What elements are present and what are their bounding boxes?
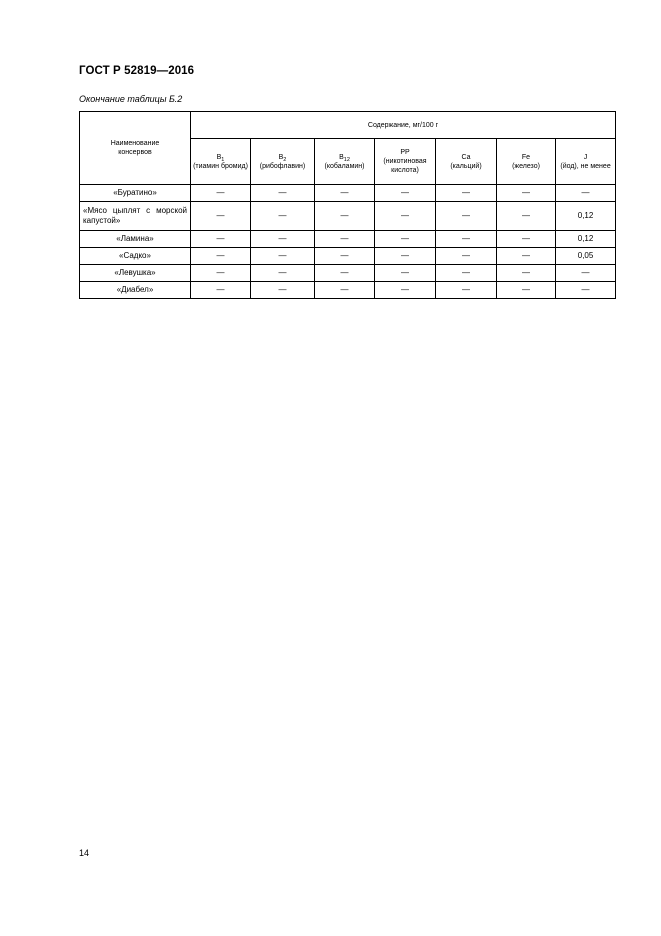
value-cell: — xyxy=(251,185,315,202)
value-cell: — xyxy=(436,265,497,282)
column-header xyxy=(436,139,497,185)
column-header-main: PP xyxy=(400,149,410,156)
value-cell: — xyxy=(497,185,556,202)
value-cell: — xyxy=(191,248,251,265)
column-header-description: (рибофлавин) xyxy=(259,162,306,170)
value-cell: — xyxy=(251,265,315,282)
column-header xyxy=(191,139,251,185)
table-row xyxy=(80,282,616,299)
value-cell: — xyxy=(315,248,375,265)
column-header xyxy=(556,139,616,185)
product-name-cell: «Буратино» xyxy=(80,185,191,202)
column-header-main: B xyxy=(216,153,222,161)
value-cell: — xyxy=(315,202,375,231)
value-cell: — xyxy=(497,248,556,265)
value-cell: — xyxy=(375,248,436,265)
value-cell: — xyxy=(375,265,436,282)
value-cell: — xyxy=(497,282,556,299)
product-name-cell: «Ламина» xyxy=(80,231,191,248)
column-header-subscript: 1 xyxy=(221,156,225,163)
column-header-description: (кальций) xyxy=(450,162,482,170)
column-header xyxy=(375,139,436,185)
value-cell: — xyxy=(436,231,497,248)
value-cell: — xyxy=(436,248,497,265)
value-cell: — xyxy=(191,231,251,248)
column-header-subscript: 2 xyxy=(283,156,287,163)
product-name-cell: «Садко» xyxy=(80,248,191,265)
column-header-subscript: 12 xyxy=(343,156,350,163)
table-row xyxy=(80,185,616,202)
value-cell: — xyxy=(375,282,436,299)
value-cell: — xyxy=(315,231,375,248)
column-header-main: B xyxy=(278,153,284,161)
column-header xyxy=(315,139,375,185)
column-header-main: Ca xyxy=(461,153,471,161)
value-cell: — xyxy=(251,231,315,248)
nutrient-table xyxy=(79,111,616,299)
column-header-main: Fe xyxy=(521,153,531,161)
value-cell: — xyxy=(315,282,375,299)
value-cell: — xyxy=(191,202,251,231)
page-number: 14 xyxy=(79,848,90,858)
value-cell: — xyxy=(436,185,497,202)
value-cell: — xyxy=(497,265,556,282)
value-cell: — xyxy=(375,231,436,248)
value-cell: — xyxy=(375,202,436,231)
value-cell: — xyxy=(191,265,251,282)
column-header-description: (тиамин бромид) xyxy=(193,162,248,170)
table-row xyxy=(80,265,616,282)
column-header-description: (никотиновая кислота) xyxy=(383,158,427,174)
value-cell: — xyxy=(497,231,556,248)
product-name-cell: «Мясо цыплят с морской капустой» xyxy=(80,202,191,231)
value-cell: — xyxy=(315,185,375,202)
value-cell: — xyxy=(315,265,375,282)
value-cell: 0,12 xyxy=(556,202,616,231)
product-name-cell: «Левушка» xyxy=(80,265,191,282)
content-group-header: Содержание, мг/100 г xyxy=(191,112,616,139)
value-cell: — xyxy=(191,282,251,299)
value-cell: 0,05 xyxy=(556,248,616,265)
document-header: ГОСТ Р 52819—2016 xyxy=(79,65,195,77)
value-cell: — xyxy=(251,282,315,299)
product-name-cell: «Диабел» xyxy=(80,282,191,299)
value-cell: — xyxy=(556,265,616,282)
name-column-header: Наименование консервов xyxy=(80,112,191,185)
column-header xyxy=(251,139,315,185)
column-header-description: (кобаламин) xyxy=(324,162,365,170)
value-cell: — xyxy=(251,248,315,265)
value-cell: 0,12 xyxy=(556,231,616,248)
value-cell: — xyxy=(436,282,497,299)
value-cell: — xyxy=(436,202,497,231)
column-header-main: J xyxy=(583,153,588,161)
value-cell: — xyxy=(497,202,556,231)
value-cell: — xyxy=(375,185,436,202)
column-header xyxy=(497,139,556,185)
table-row xyxy=(80,202,616,231)
value-cell: — xyxy=(556,282,616,299)
value-cell: — xyxy=(191,185,251,202)
table-row xyxy=(80,231,616,248)
column-header-main: B xyxy=(339,153,344,161)
value-cell: — xyxy=(251,202,315,231)
value-cell: — xyxy=(556,185,616,202)
column-header-description: (железо) xyxy=(512,162,540,170)
table-row xyxy=(80,248,616,265)
table-caption: Окончание таблицы Б.2 xyxy=(79,94,183,104)
column-header-description: (йод), не менее xyxy=(560,162,611,170)
